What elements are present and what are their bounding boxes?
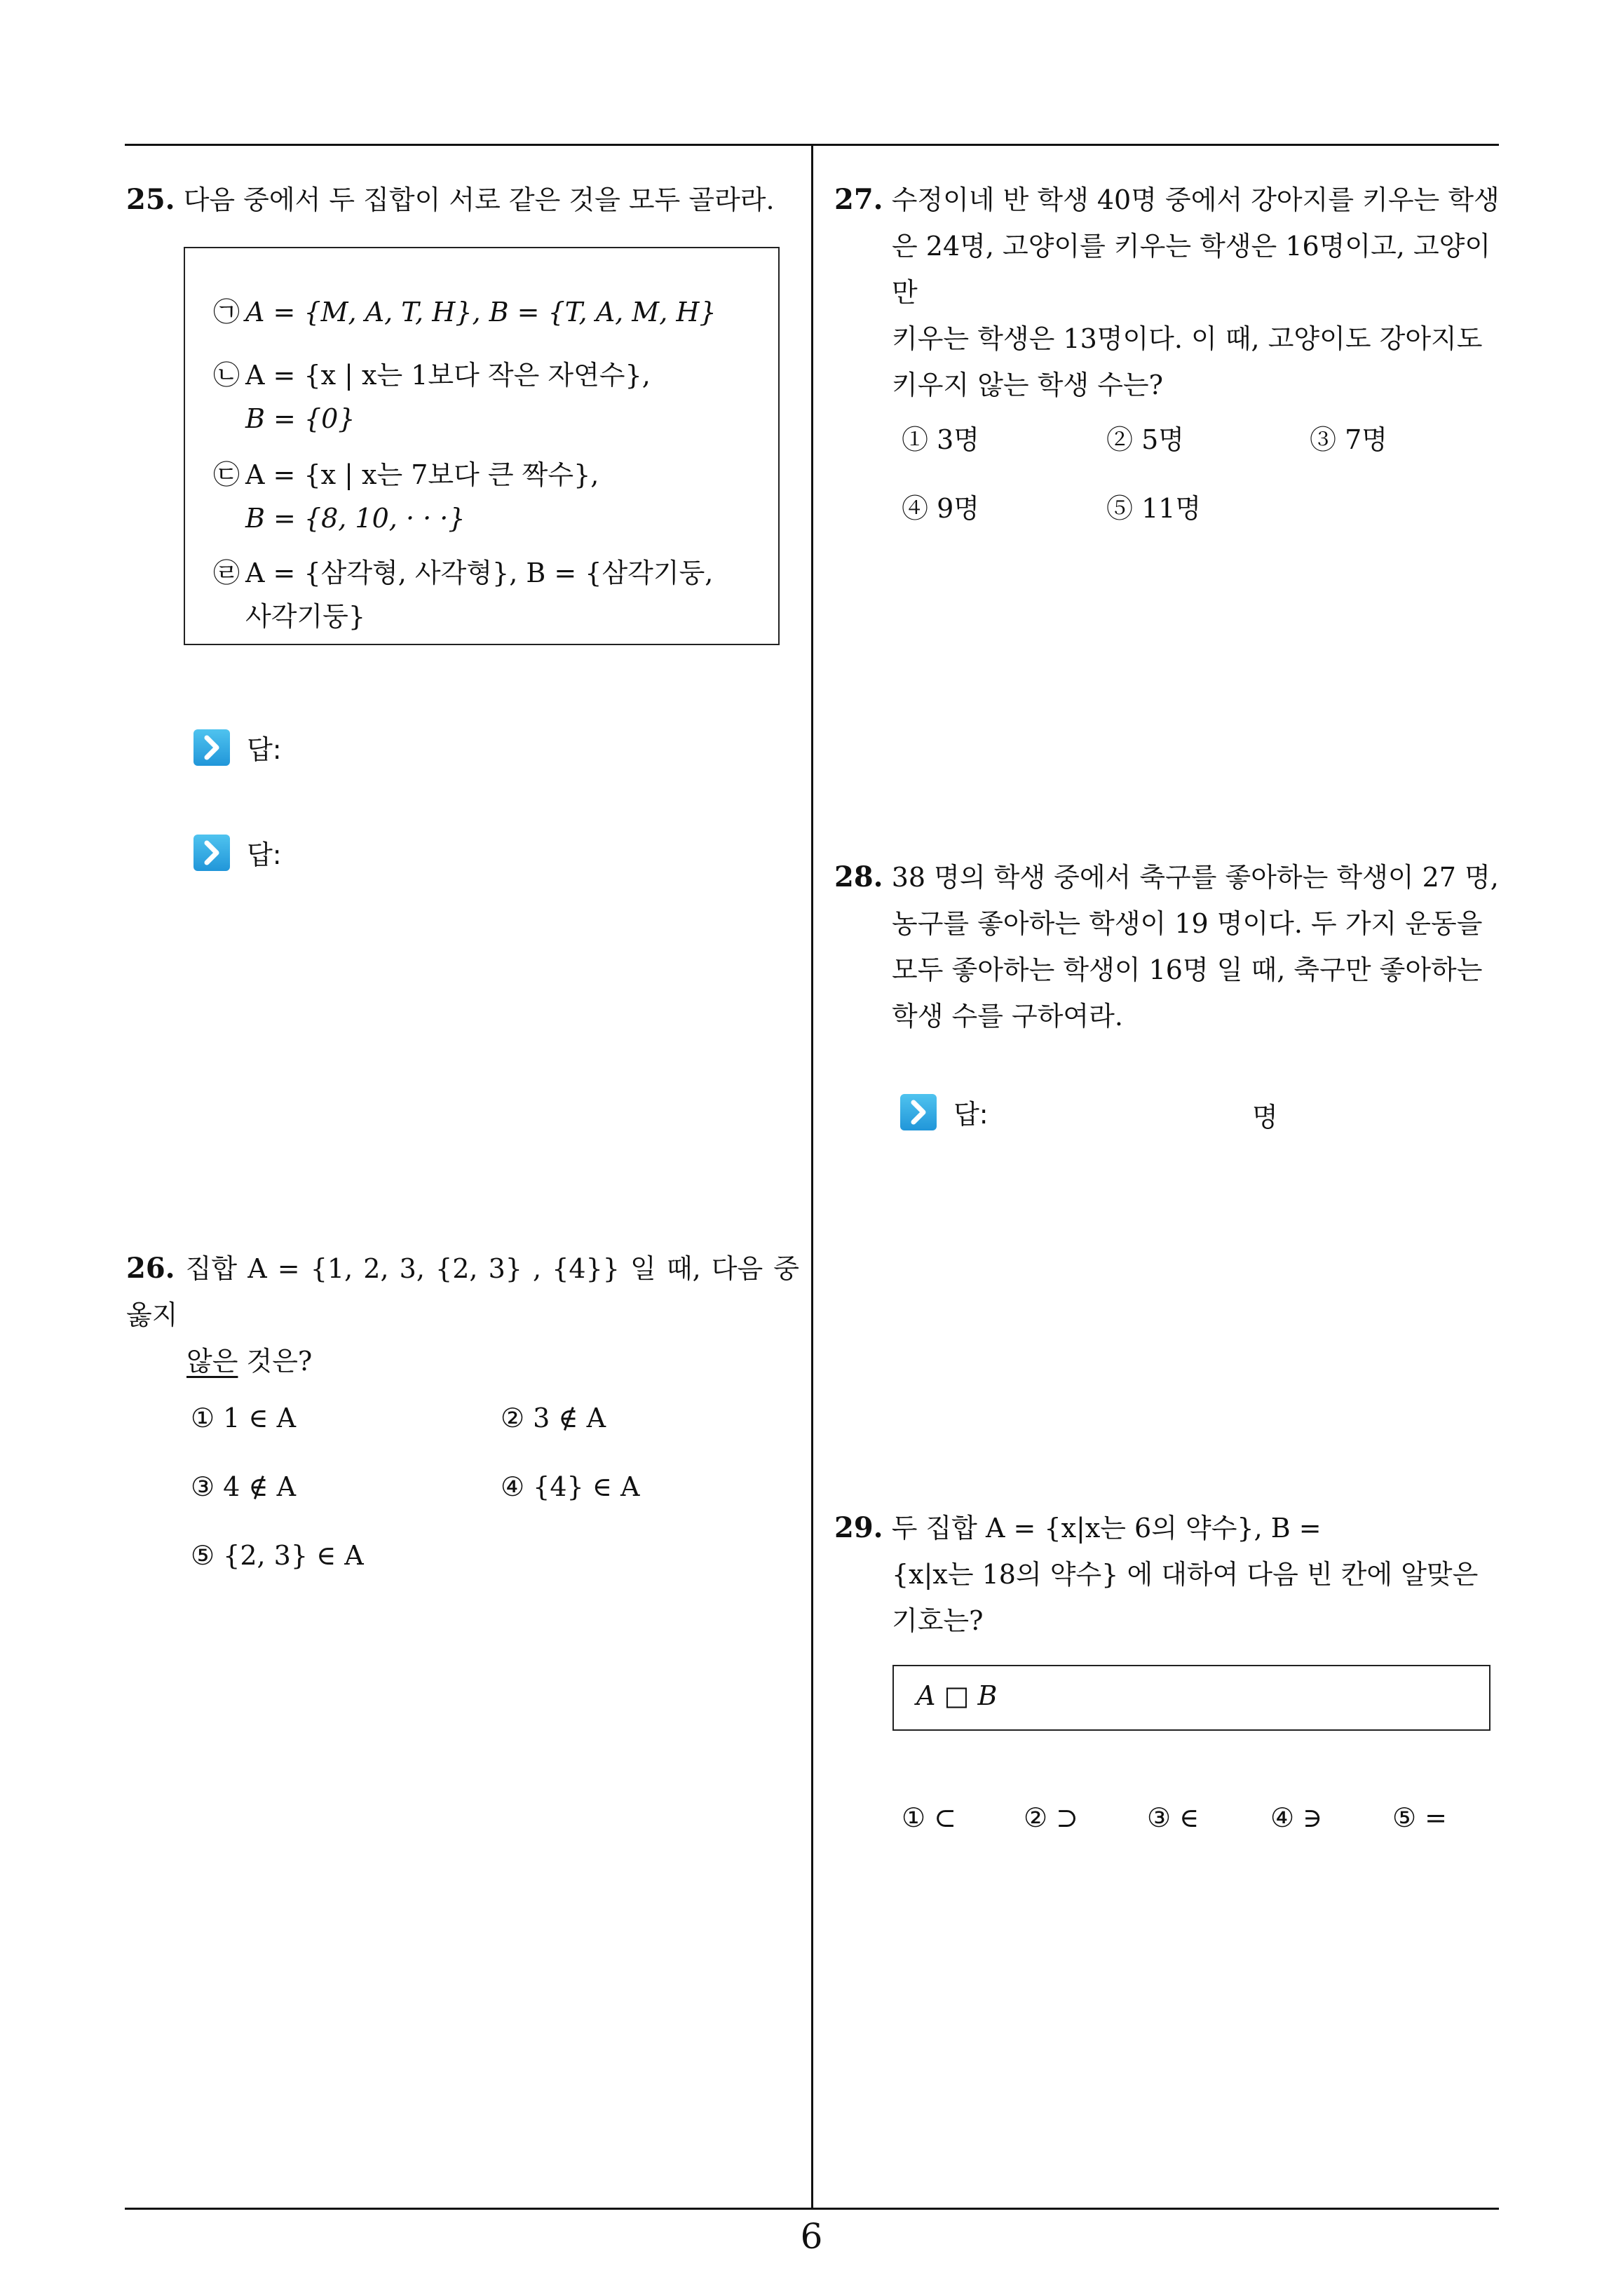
item-text: A = {삼각형, 사각형}, B = {삼각기둥,: [245, 558, 714, 588]
chevron-right-icon: [193, 729, 230, 766]
option-3[interactable]: ③ 7명: [1310, 424, 1387, 455]
option-5[interactable]: ⑤ 11명: [1106, 493, 1202, 524]
question-stem: 두 집합 A = {x|x는 6의 약수}, B =: [891, 1513, 1322, 1544]
option-5[interactable]: ⑤ =: [1392, 1802, 1447, 1833]
item-text-cont: B = {0}: [245, 403, 355, 434]
question-stem-cont: 농구를 좋아하는 학생이 19 명이다. 두 가지 운동을: [892, 908, 1483, 939]
question-stem: 다음 중에서 두 집합이 서로 같은 것을 모두 골라라.: [183, 184, 775, 215]
page-number: 6: [800, 2216, 823, 2257]
question-stem-cont: 은 24명, 고양이를 키우는 학생은 16명이고, 고양이만: [892, 231, 1491, 308]
question-number: 27.: [834, 183, 883, 216]
column-divider: [811, 145, 813, 2208]
option-1[interactable]: ① 1 ∈ A: [191, 1403, 297, 1433]
answer-row: [193, 833, 282, 872]
question-number: 28.: [834, 860, 883, 893]
list-item: [213, 290, 767, 334]
question-number: 29.: [834, 1511, 883, 1544]
answer-label: 답:: [247, 839, 282, 870]
answer-label: 답:: [247, 734, 282, 765]
item-text-cont: B = {8, 10, · · ·}: [245, 503, 466, 534]
question-number: 26.: [126, 1252, 175, 1285]
item-mark: ㉢: [213, 459, 240, 490]
option-3[interactable]: ③ 4 ∉ A: [191, 1471, 297, 1502]
item-mark: ㉠: [213, 297, 240, 327]
option-4[interactable]: ④ 9명: [902, 493, 979, 524]
box-expression: A □ B: [916, 1680, 998, 1711]
question-25: [126, 177, 799, 223]
option-4[interactable]: ④ ∋: [1270, 1802, 1323, 1833]
question-stem-cont: 것은?: [238, 1346, 313, 1377]
question-29: [834, 1505, 1507, 1644]
question-26: [126, 1245, 799, 1384]
item-text: A = {x | x는 1보다 작은 자연수},: [245, 360, 651, 391]
item-text: A = {x | x는 7보다 큰 짝수},: [245, 459, 599, 490]
bottom-rule: [125, 2208, 1499, 2210]
item-mark: ㉡: [213, 360, 240, 391]
condition-box: [184, 247, 780, 645]
chevron-right-icon: [900, 1094, 937, 1130]
question-stem-cont: 키우지 않는 학생 수는?: [892, 370, 1163, 400]
question-stem: 수정이네 반 학생 40명 중에서 강아지를 키우는 학생: [891, 184, 1500, 215]
underlined-word: 않은: [186, 1346, 238, 1377]
question-stem-cont: 키우는 학생은 13명이다. 이 때, 고양이도 강아지도: [892, 323, 1483, 354]
chevron-right-icon: [193, 835, 230, 871]
question-number: 25.: [126, 183, 175, 216]
question-stem-cont: 모두 좋아하는 학생이 16명 일 때, 축구만 좋아하는: [892, 954, 1483, 985]
option-2[interactable]: ② ⊃: [1024, 1802, 1078, 1833]
answer-unit: 명: [1252, 1102, 1278, 1133]
option-2[interactable]: ② 5명: [1106, 424, 1184, 455]
question-stem-cont: 학생 수를 구하여라.: [892, 1001, 1123, 1032]
option-1[interactable]: ① 3명: [902, 424, 979, 455]
list-item: [213, 453, 767, 540]
question-stem-cont: {x|x는 18의 약수} 에 대하여 다음 빈 칸에 알맞은: [892, 1559, 1479, 1590]
symbol-box: [892, 1665, 1490, 1731]
option-3[interactable]: ③ ∈: [1147, 1802, 1200, 1833]
option-1[interactable]: ① ⊂: [902, 1802, 956, 1833]
question-stem: 집합 A = {1, 2, 3, {2, 3} , {4}} 일 때, 다음 중 옳지: [126, 1253, 799, 1330]
item-mark: ㉣: [213, 558, 240, 588]
list-item: [213, 551, 767, 638]
answer-row: [900, 1093, 989, 1131]
question-stem-cont: 기호는?: [892, 1605, 984, 1636]
list-item: [213, 353, 767, 440]
option-2[interactable]: ② 3 ∉ A: [501, 1403, 606, 1433]
option-4[interactable]: ④ {4} ∈ A: [501, 1471, 640, 1502]
item-text: A = {M, A, T, H}, B = {T, A, M, H}: [245, 297, 717, 327]
answer-row: [193, 728, 282, 767]
option-5[interactable]: ⑤ {2, 3} ∈ A: [191, 1540, 364, 1571]
item-text-cont: 사각기둥}: [245, 601, 366, 632]
question-28: [834, 854, 1507, 1039]
question-27: [834, 177, 1507, 408]
question-stem: 38 명의 학생 중에서 축구를 좋아하는 학생이 27 명,: [891, 862, 1499, 893]
answer-label: 답:: [953, 1099, 989, 1130]
